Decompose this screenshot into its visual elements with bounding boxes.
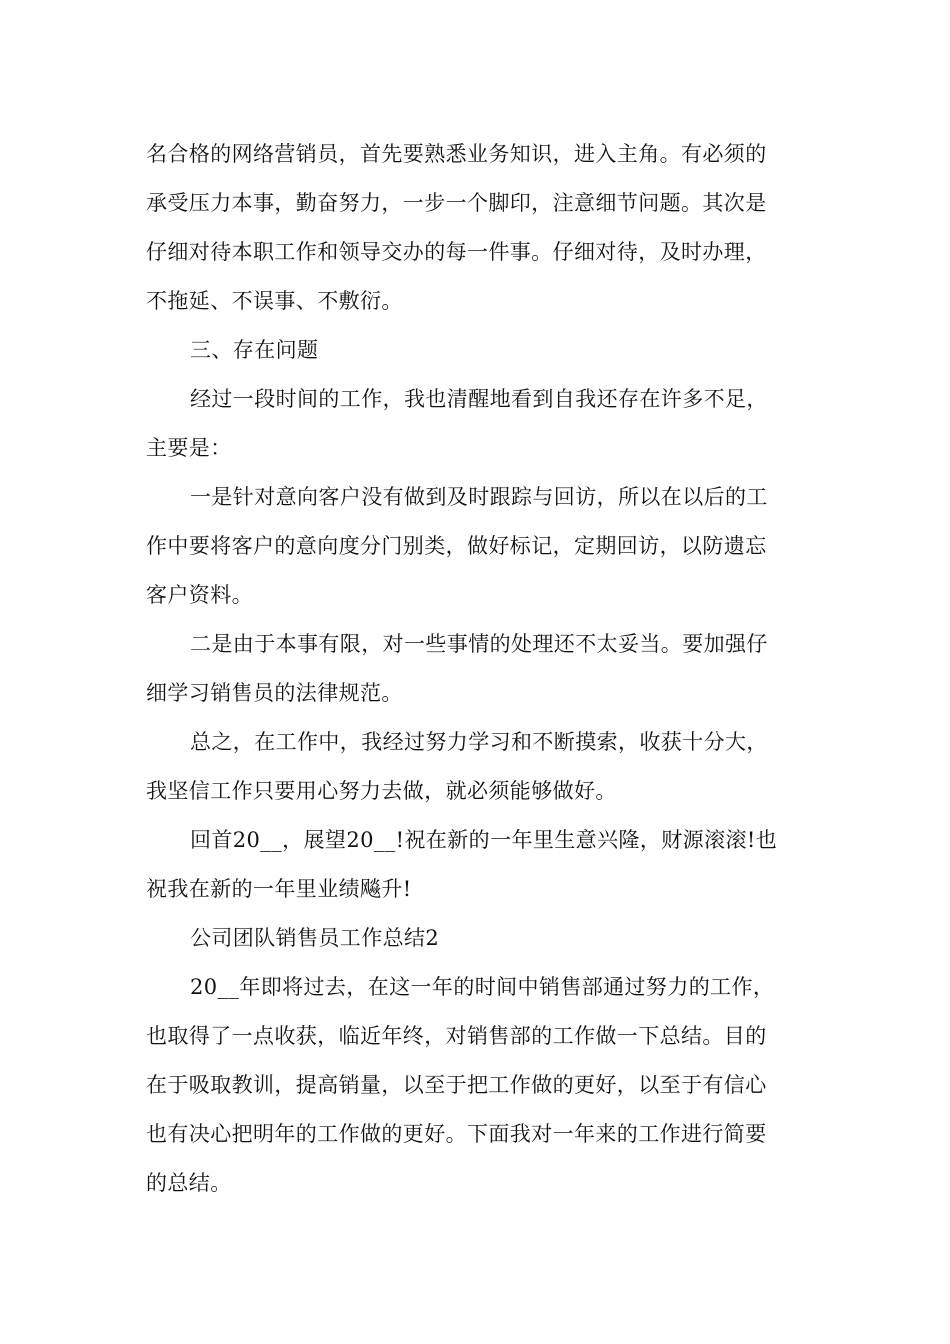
text-line: 承受压力本事，勤奋努力，一步一个脚印，注意细节问题。其次是 <box>146 191 767 215</box>
text-line: 20__年即将过去，在这一年的时间中销售部通过努力的工作， <box>190 975 775 999</box>
text-line: 经过一段时间的工作，我也清醒地看到自我还存在许多不足， <box>190 387 768 411</box>
text-line: 总之，在工作中，我经过努力学习和不断摸索，收获十分大， <box>190 730 768 754</box>
text-line: 一是针对意向客户没有做到及时跟踪与回访，所以在以后的工 <box>190 485 768 509</box>
text-line: 二是由于本事有限，对一些事情的处理还不太妥当。要加强仔 <box>190 632 768 656</box>
section-title: 公司团队销售员工作总结2 <box>190 926 440 950</box>
text-line: 在于吸取教训，提高销量，以至于把工作做的更好，以至于有信心 <box>146 1073 767 1097</box>
text-line: 主要是： <box>146 436 232 460</box>
text-line: 祝我在新的一年里业绩飚升! <box>146 877 412 901</box>
text-line: 也有决心把明年的工作做的更好。下面我对一年来的工作进行简要 <box>146 1122 767 1146</box>
text-line: 回首20__，展望20__!祝在新的一年里生意兴隆，财源滚滚!也 <box>190 828 778 852</box>
text-line: 不拖延、不误事、不敷衍。 <box>146 289 403 313</box>
document-body <box>146 130 806 1208</box>
text-line: 客户资料。 <box>146 583 253 607</box>
text-line: 仔细对待本职工作和领导交办的每一件事。仔细对待，及时办理， <box>146 240 767 264</box>
text-line: 我坚信工作只要用心努力去做，就必须能够做好。 <box>146 779 617 803</box>
text-line: 名合格的网络营销员，首先要熟悉业务知识，进入主角。有必须的 <box>146 142 767 166</box>
text-line: 作中要将客户的意向度分门别类，做好标记，定期回访，以防遗忘 <box>146 534 767 558</box>
text-line: 也取得了一点收获，临近年终，对销售部的工作做一下总结。目的 <box>146 1024 767 1048</box>
text-line: 的总结。 <box>146 1171 232 1195</box>
text-line: 细学习销售员的法律规范。 <box>146 681 403 705</box>
section-heading: 三、存在问题 <box>190 338 319 362</box>
